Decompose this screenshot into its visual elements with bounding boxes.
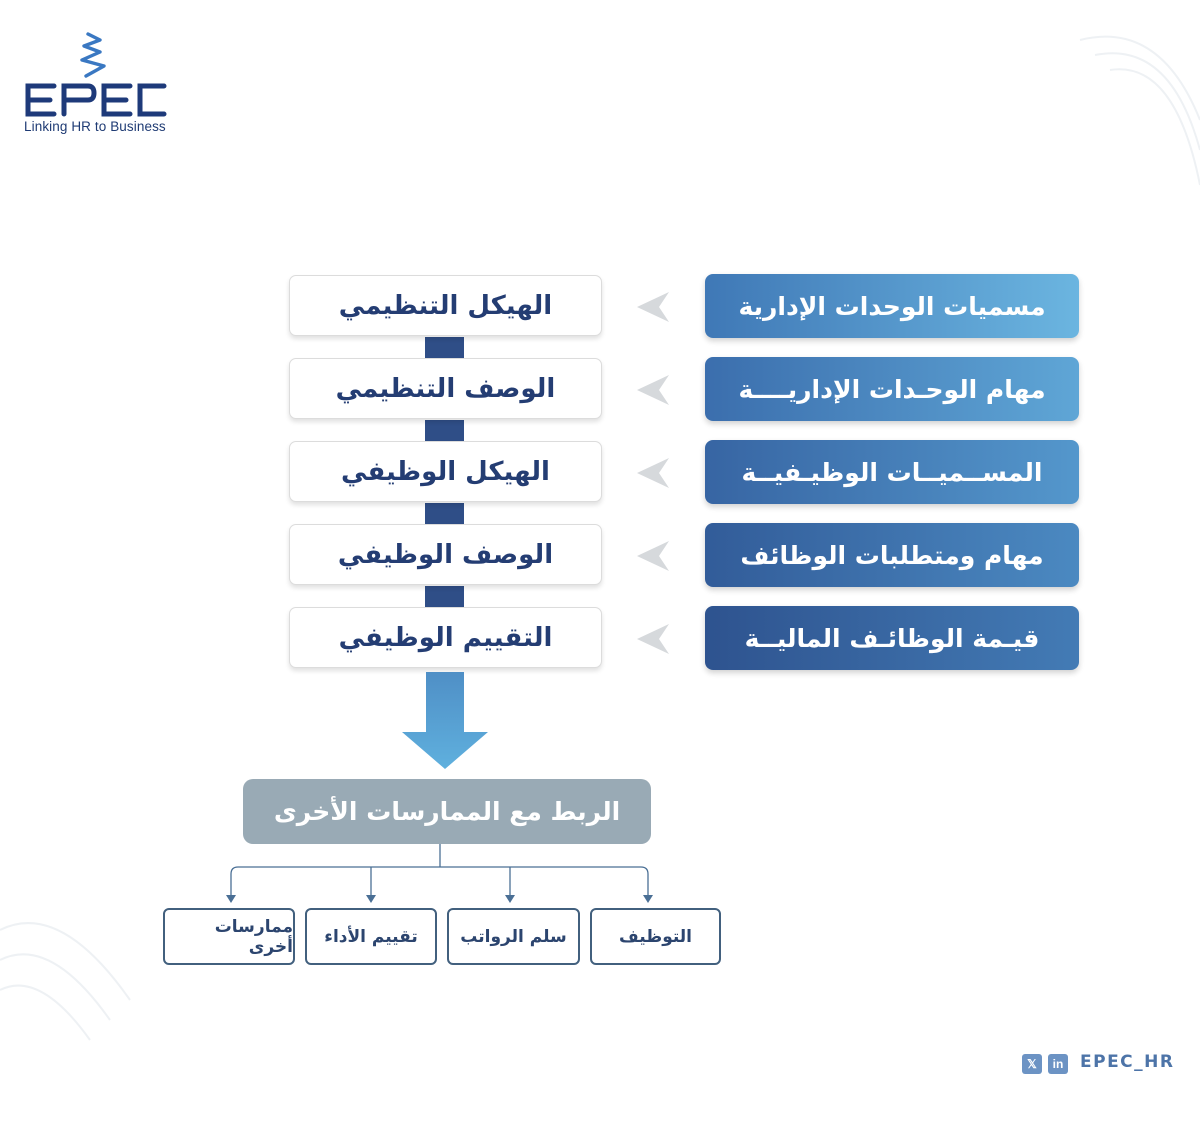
input-label: قيـمة الوظائـف الماليــة xyxy=(744,623,1040,653)
input-label: المســميــات الوظيـفيــة xyxy=(741,457,1043,487)
linkedin-icon[interactable] xyxy=(1048,1054,1068,1074)
structure-label: الهيكل الوظيفي xyxy=(341,456,550,487)
structure-label: الهيكل التنظيمي xyxy=(338,290,553,321)
practice-performance xyxy=(305,908,437,965)
input-label: مهام ومتطلبات الوظائف xyxy=(740,540,1044,570)
tagline: Linking HR to Business xyxy=(24,119,166,134)
practice-hiring xyxy=(590,908,721,965)
structure-label: الوصف التنظيمي xyxy=(335,373,556,404)
x-logo-icon[interactable]: 𝕏 xyxy=(1022,1054,1042,1074)
practice-salary-scale xyxy=(447,908,580,965)
input-label: مهام الوحـدات الإداريــــة xyxy=(738,374,1046,404)
practice-label: التوظيف xyxy=(619,926,693,947)
linkedin-glyph: in xyxy=(1052,1057,1064,1071)
practice-label: تقييم الأداء xyxy=(324,926,418,947)
practice-label: ممارسات أخرى xyxy=(214,916,293,957)
practice-label: سلم الرواتب xyxy=(460,926,567,947)
practice-other xyxy=(163,908,295,965)
structure-label: التقييم الوظيفي xyxy=(338,622,553,653)
structure-label: الوصف الوظيفي xyxy=(337,539,554,570)
social-handle[interactable]: EPEC_HR xyxy=(1080,1052,1175,1072)
input-label: مسميات الوحدات الإدارية xyxy=(738,291,1046,321)
linking-label: الربط مع الممارسات الأخرى xyxy=(273,797,621,826)
logo-wordmark: EPEC xyxy=(24,65,66,84)
